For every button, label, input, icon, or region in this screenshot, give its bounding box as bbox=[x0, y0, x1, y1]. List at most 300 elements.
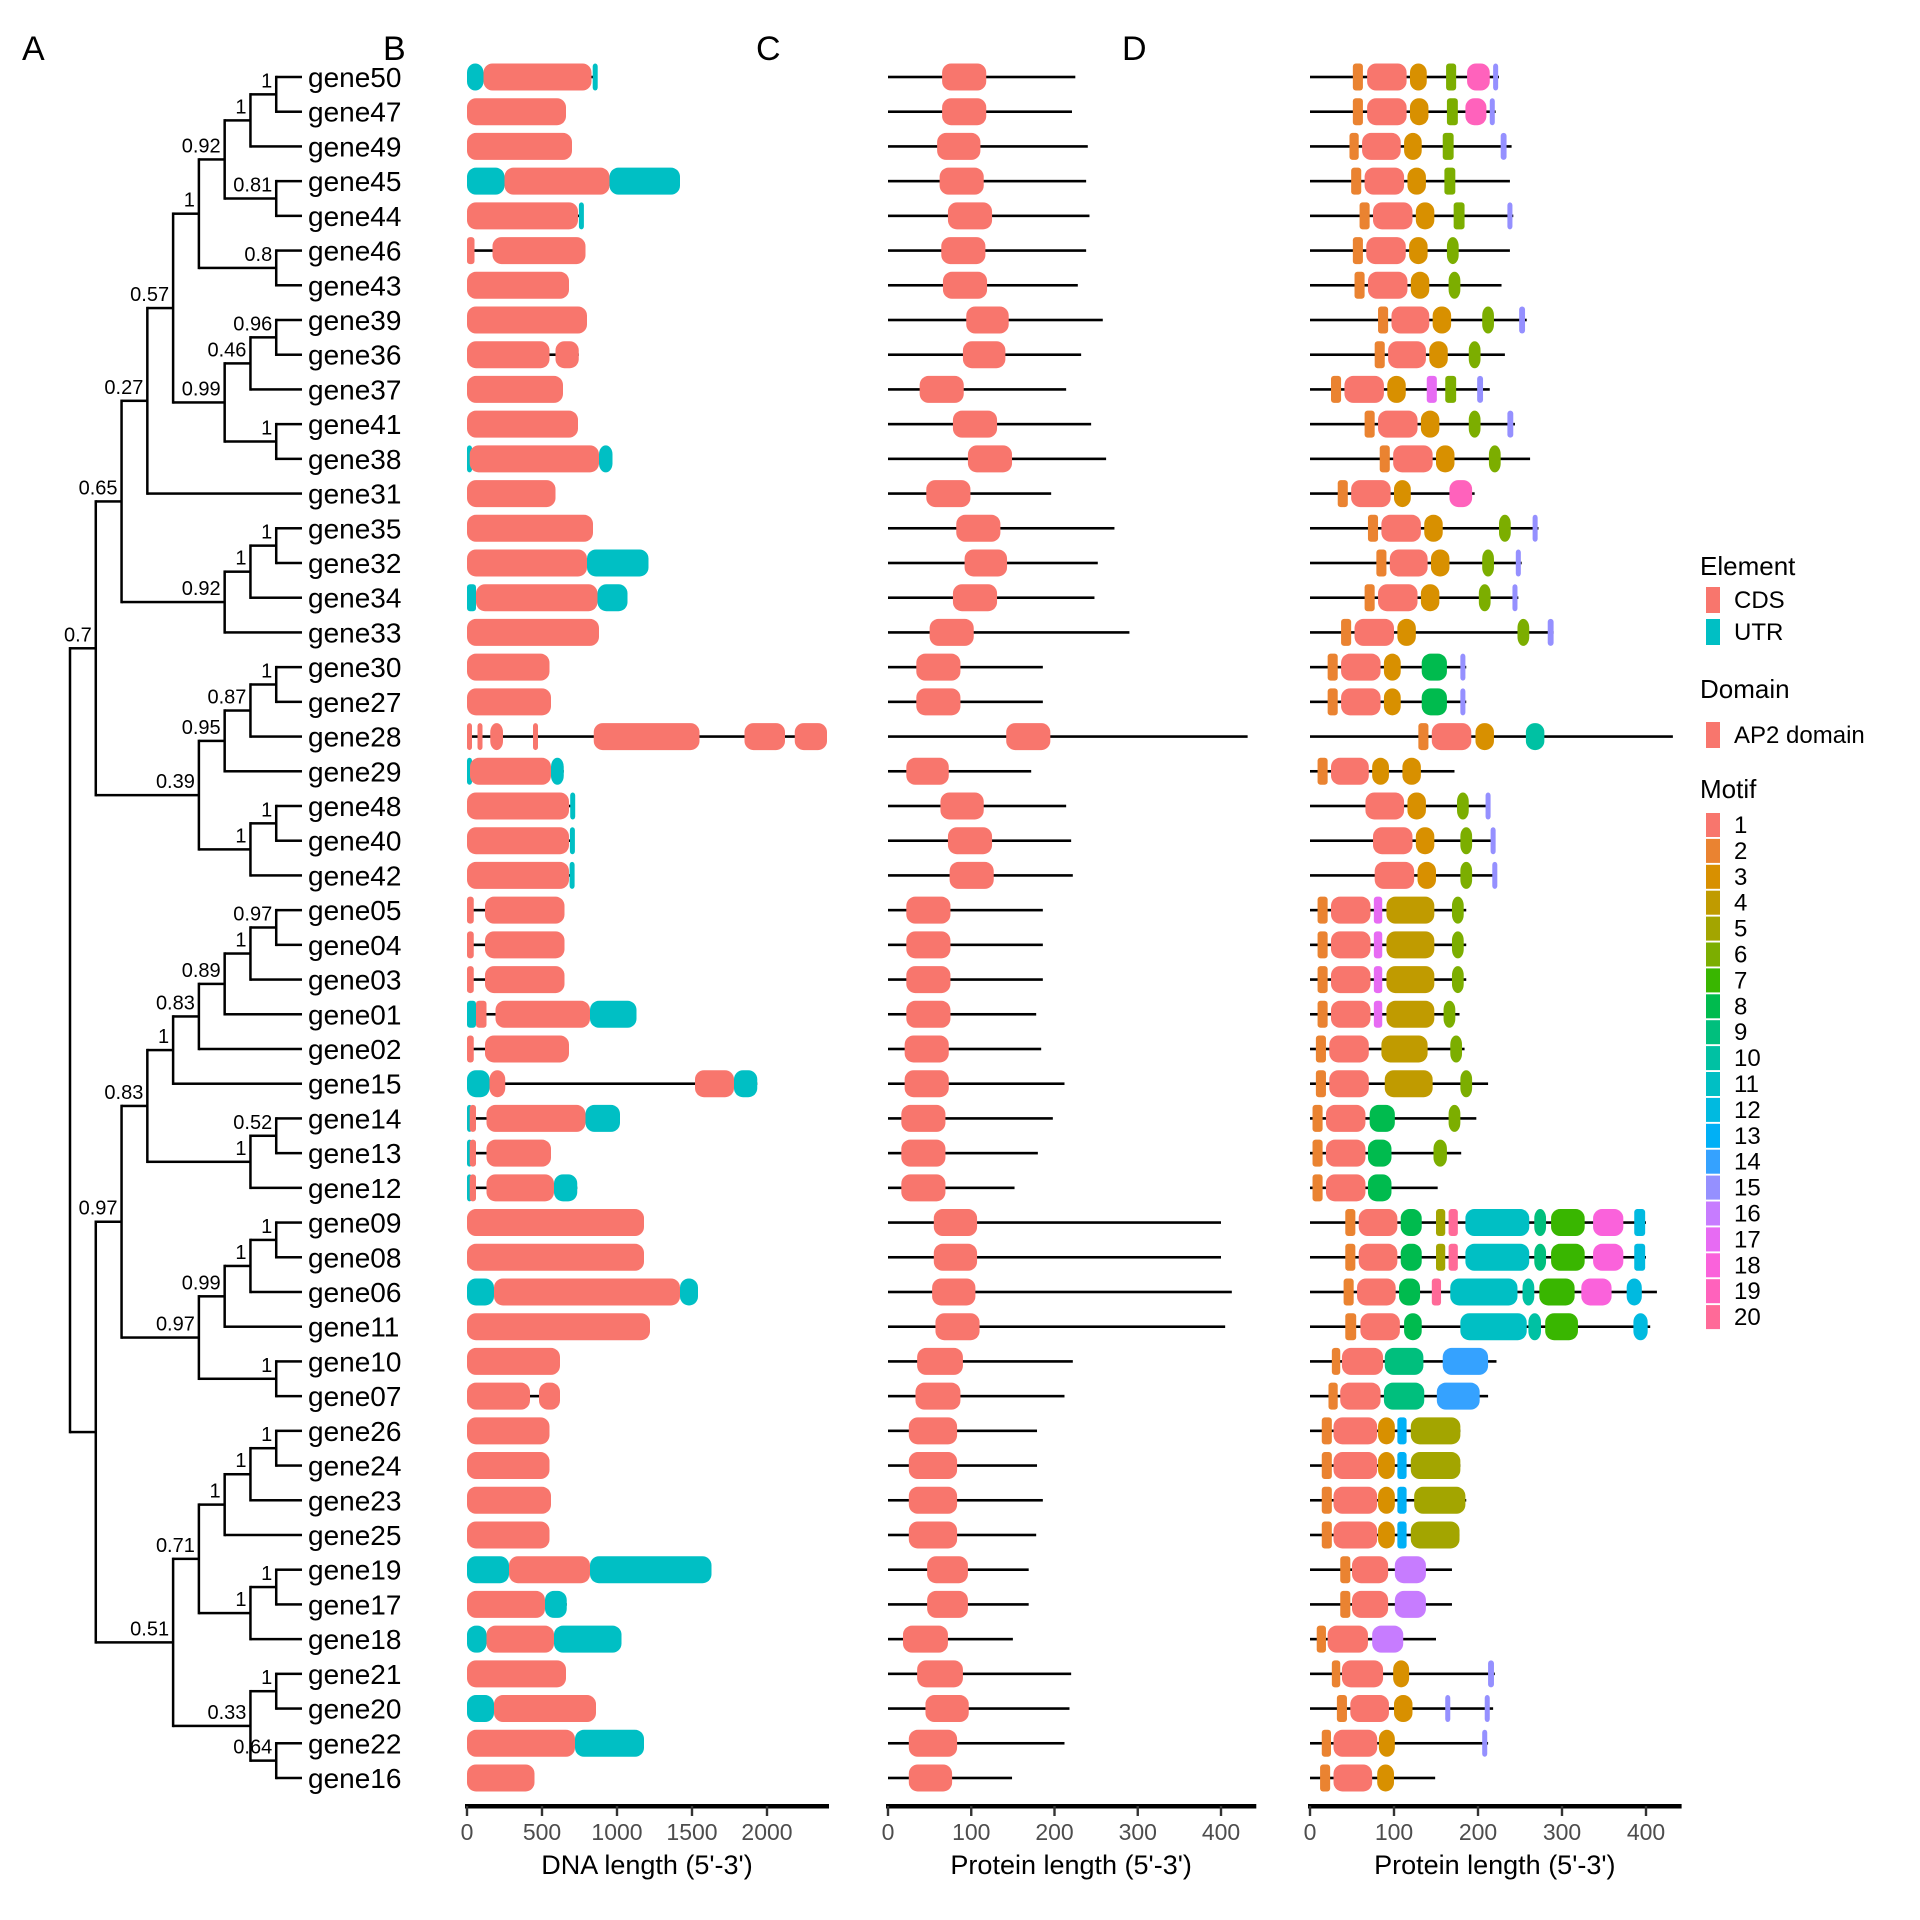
utr-segment bbox=[587, 549, 649, 576]
gene-label: gene28 bbox=[308, 721, 402, 753]
motif-1-block bbox=[1365, 792, 1404, 819]
motif-3-block bbox=[1421, 411, 1439, 438]
protein-c-tick-label: 100 bbox=[952, 1819, 991, 1845]
motif-3-block bbox=[1407, 168, 1425, 195]
protein-line bbox=[888, 1395, 1064, 1398]
tree-branch-horizontal bbox=[250, 145, 302, 148]
support-value: 0.57 bbox=[130, 284, 170, 307]
tree-branch-horizontal bbox=[276, 1707, 302, 1710]
motif-9-block bbox=[1384, 1383, 1424, 1410]
tree-branch-vertical bbox=[223, 570, 226, 633]
support-value: 0.83 bbox=[104, 1081, 144, 1104]
gene-label: gene02 bbox=[308, 1033, 402, 1065]
motif-9-block bbox=[1385, 1348, 1424, 1375]
protein-c-tick-label: 300 bbox=[1118, 1819, 1157, 1845]
motif-15-block bbox=[1533, 515, 1538, 542]
tree-branch-horizontal bbox=[250, 93, 276, 96]
gene-label: gene49 bbox=[308, 131, 402, 163]
support-value: 1 bbox=[261, 521, 273, 544]
motif-3-block bbox=[1436, 445, 1454, 472]
gene-label: gene07 bbox=[308, 1381, 402, 1413]
motif-15-block bbox=[1501, 133, 1507, 160]
gene-label: gene04 bbox=[308, 929, 402, 961]
gene-label: gene03 bbox=[308, 964, 402, 996]
tree-branch-vertical bbox=[275, 805, 278, 842]
cds-segment bbox=[470, 758, 551, 785]
tree-branch-vertical bbox=[69, 647, 72, 1433]
cds-segment bbox=[509, 1556, 590, 1583]
ap2-domain-block bbox=[926, 480, 970, 507]
motif-2-block bbox=[1332, 1660, 1340, 1687]
motif-3-block bbox=[1378, 1417, 1395, 1444]
motif-1-block bbox=[1331, 897, 1370, 924]
protein-d-axis-tick bbox=[1477, 1806, 1479, 1816]
motif-8-block bbox=[1422, 654, 1447, 681]
cds-segment bbox=[467, 1521, 550, 1548]
motif-6-block bbox=[1469, 341, 1481, 368]
motif-18-block bbox=[1593, 1209, 1623, 1236]
utr-segment bbox=[680, 1278, 698, 1305]
tree-branch-horizontal bbox=[276, 1117, 302, 1120]
motif-6-block bbox=[1479, 584, 1491, 611]
tree-branch-horizontal bbox=[225, 770, 302, 773]
motif-10-block bbox=[1526, 723, 1544, 750]
protein-line bbox=[888, 249, 1086, 252]
protein-c-axis-tick bbox=[1053, 1806, 1055, 1816]
motif-19-block bbox=[1467, 64, 1490, 91]
support-value: 1 bbox=[261, 799, 273, 822]
dna-tick-label: 0 bbox=[460, 1819, 474, 1845]
tree-branch-horizontal bbox=[276, 944, 302, 947]
cds-segment bbox=[470, 1105, 476, 1132]
motif-8-block bbox=[1404, 1313, 1422, 1340]
cds-segment bbox=[467, 98, 566, 125]
tree-branch-vertical bbox=[198, 740, 201, 851]
motif-15-block bbox=[1507, 202, 1512, 229]
tree-branch-vertical bbox=[198, 983, 201, 1051]
dna-axis-line bbox=[465, 1804, 829, 1809]
gene-label: gene18 bbox=[308, 1624, 402, 1656]
tree-branch-horizontal bbox=[225, 709, 251, 712]
ap2-domain-block bbox=[916, 688, 960, 715]
ap2-domain-block bbox=[935, 1313, 979, 1340]
motif-1-block bbox=[1334, 1521, 1378, 1548]
legend-swatch-motif-17 bbox=[1706, 1227, 1720, 1251]
legend-swatch-motif-19 bbox=[1706, 1279, 1720, 1303]
motif-3-block bbox=[1407, 792, 1425, 819]
motif-3-block bbox=[1377, 1764, 1394, 1791]
gene-label: gene24 bbox=[308, 1450, 402, 1482]
legend-motif-item-label: 9 bbox=[1734, 1019, 1748, 1047]
dna-tick-label: 2000 bbox=[741, 1819, 793, 1845]
motif-1-block bbox=[1344, 376, 1383, 403]
legend-element-title: Element bbox=[1700, 551, 1796, 581]
support-value: 1 bbox=[235, 929, 247, 952]
ap2-domain-block bbox=[942, 98, 986, 125]
tree-branch-horizontal bbox=[225, 952, 251, 955]
motif-13-block bbox=[1397, 1452, 1406, 1479]
motif-3-block bbox=[1416, 202, 1434, 229]
motif-15-block bbox=[1512, 584, 1517, 611]
support-value: 1 bbox=[261, 70, 273, 93]
utr-segment bbox=[590, 1001, 637, 1028]
motif-2-block bbox=[1380, 445, 1390, 472]
utr-segment bbox=[570, 827, 575, 854]
motif-2-block bbox=[1418, 723, 1428, 750]
utr-segment bbox=[598, 584, 628, 611]
motif-6-block bbox=[1517, 619, 1529, 646]
motif-1-block bbox=[1326, 1140, 1365, 1167]
motif-15-block bbox=[1516, 549, 1521, 576]
protein-c-axis-line bbox=[886, 1804, 1256, 1809]
motif-2-block bbox=[1355, 272, 1365, 299]
ap2-domain-block bbox=[942, 64, 986, 91]
motif-7-block bbox=[1539, 1278, 1574, 1305]
cds-segment bbox=[795, 723, 827, 750]
support-value: 0.97 bbox=[233, 903, 273, 926]
tree-branch-vertical bbox=[95, 1220, 98, 1643]
motif-9-block bbox=[1534, 1209, 1546, 1236]
gene-label: gene39 bbox=[308, 304, 402, 336]
ap2-domain-block bbox=[941, 237, 985, 264]
support-value: 0.71 bbox=[155, 1534, 195, 1557]
legend-swatch-utr bbox=[1706, 619, 1720, 645]
support-value: 0.7 bbox=[63, 624, 92, 647]
tree-branch-horizontal bbox=[276, 423, 302, 426]
cds-segment bbox=[467, 1591, 545, 1618]
gene-label: gene32 bbox=[308, 547, 402, 579]
dna-axis-tick bbox=[541, 1806, 543, 1816]
motif-8-block bbox=[1399, 1278, 1420, 1305]
cds-segment bbox=[467, 723, 472, 750]
motif-6-block bbox=[1444, 168, 1455, 195]
motif-1-block bbox=[1331, 758, 1369, 785]
motif-7-block bbox=[1545, 1313, 1578, 1340]
protein-c-axis-tick bbox=[1137, 1806, 1139, 1816]
motif-2-block bbox=[1375, 341, 1385, 368]
cds-segment bbox=[533, 723, 538, 750]
gene-label: gene35 bbox=[308, 513, 402, 545]
motif-3-block bbox=[1402, 758, 1420, 785]
motif-2-block bbox=[1378, 306, 1388, 333]
motif-1-block bbox=[1359, 1244, 1398, 1271]
gene-label: gene13 bbox=[308, 1138, 402, 1170]
tree-branch-horizontal bbox=[225, 119, 251, 122]
tree-branch-vertical bbox=[223, 952, 226, 1015]
tree-branch-horizontal bbox=[276, 458, 302, 461]
protein-line bbox=[888, 145, 1088, 148]
motif-1-block bbox=[1378, 411, 1417, 438]
motif-19-block bbox=[1449, 480, 1472, 507]
ap2-domain-block bbox=[948, 827, 992, 854]
motif-3-block bbox=[1404, 133, 1422, 160]
motif-8-block bbox=[1401, 1244, 1422, 1271]
support-value: 1 bbox=[209, 1480, 221, 1503]
cds-segment bbox=[467, 133, 572, 160]
motif-6-block bbox=[1447, 98, 1458, 125]
protein-d-axis-tick bbox=[1645, 1806, 1647, 1816]
ap2-domain-block bbox=[934, 1209, 977, 1236]
legend-motif-item-label: 11 bbox=[1734, 1071, 1759, 1098]
tree-branch-horizontal bbox=[225, 197, 277, 200]
motif-1-block bbox=[1388, 341, 1426, 368]
motif-4-block bbox=[1386, 897, 1434, 924]
ap2-domain-block bbox=[943, 272, 987, 299]
cds-segment bbox=[467, 549, 587, 576]
cds-segment bbox=[467, 1452, 550, 1479]
motif-13-block bbox=[1397, 1521, 1406, 1548]
motif-15-block bbox=[1493, 64, 1498, 91]
tree-branch-vertical bbox=[275, 666, 278, 703]
legend-motif-item-label: 14 bbox=[1734, 1148, 1761, 1176]
motif-2-block bbox=[1322, 1521, 1332, 1548]
motif-3-block bbox=[1379, 1730, 1395, 1757]
motif-2-block bbox=[1316, 1070, 1326, 1097]
gene-label: gene33 bbox=[308, 617, 402, 649]
gene-label: gene30 bbox=[308, 652, 402, 684]
support-value: 0.92 bbox=[181, 135, 221, 158]
support-value: 0.97 bbox=[78, 1197, 118, 1220]
motif-2-block bbox=[1322, 1487, 1332, 1514]
motif-2-block bbox=[1337, 1695, 1347, 1722]
legend-swatch-motif-6 bbox=[1706, 943, 1720, 967]
tree-branch-horizontal bbox=[70, 1431, 96, 1434]
cds-segment bbox=[467, 1764, 535, 1791]
tree-branch-horizontal bbox=[122, 400, 148, 403]
panel-c-letter: C bbox=[756, 30, 781, 68]
ap2-domain-block bbox=[930, 619, 974, 646]
cds-segment bbox=[467, 515, 593, 542]
motif-1-block bbox=[1352, 1556, 1388, 1583]
gene-label: gene15 bbox=[308, 1068, 402, 1100]
ap2-domain-block bbox=[940, 168, 984, 195]
cds-segment bbox=[484, 64, 592, 91]
utr-segment bbox=[570, 862, 575, 889]
support-value: 0.89 bbox=[181, 959, 221, 982]
motif-6-block bbox=[1460, 1070, 1472, 1097]
tree-branch-vertical bbox=[198, 158, 201, 269]
motif-1-block bbox=[1326, 1105, 1365, 1132]
support-value: 1 bbox=[261, 417, 273, 440]
ap2-domain-block bbox=[915, 1383, 960, 1410]
tree-branch-horizontal bbox=[199, 740, 225, 743]
motif-2-block bbox=[1318, 1001, 1328, 1028]
support-value: 0.99 bbox=[181, 1272, 221, 1295]
support-value: 1 bbox=[235, 1589, 247, 1612]
gene-label: gene42 bbox=[308, 860, 402, 892]
motif-5-block bbox=[1436, 1209, 1445, 1236]
ap2-domain-block bbox=[906, 758, 948, 785]
tree-branch-horizontal bbox=[276, 527, 302, 530]
tree-branch-horizontal bbox=[173, 1082, 302, 1085]
utr-segment bbox=[593, 64, 598, 91]
motif-3-block bbox=[1431, 549, 1449, 576]
motif-8-block bbox=[1401, 1209, 1422, 1236]
motif-6-block bbox=[1460, 827, 1472, 854]
motif-16-block bbox=[1372, 1626, 1403, 1653]
tree-branch-horizontal bbox=[147, 1049, 173, 1052]
motif-8-block bbox=[1368, 1140, 1392, 1167]
panel-a-letter: A bbox=[22, 30, 45, 68]
tree-branch-vertical bbox=[249, 93, 252, 148]
protein-line bbox=[888, 631, 1129, 634]
motif-2-block bbox=[1328, 654, 1338, 681]
utr-segment bbox=[734, 1070, 757, 1097]
tree-branch-horizontal bbox=[173, 401, 225, 404]
tree-branch-horizontal bbox=[276, 1777, 302, 1780]
cds-segment bbox=[467, 1383, 530, 1410]
legend-motif-item-label: 3 bbox=[1734, 863, 1748, 891]
tree-branch-horizontal bbox=[276, 701, 302, 704]
tree-branch-horizontal bbox=[199, 1612, 251, 1615]
legend-swatch-motif-12 bbox=[1706, 1098, 1720, 1122]
motif-6-block bbox=[1460, 862, 1472, 889]
utr-segment bbox=[554, 1174, 577, 1201]
support-value: 1 bbox=[235, 547, 247, 570]
motif-6-block bbox=[1469, 411, 1481, 438]
ap2-domain-block bbox=[956, 515, 1000, 542]
motif-6-block bbox=[1449, 272, 1461, 299]
tree-branch-horizontal bbox=[250, 978, 302, 981]
ap2-domain-block bbox=[917, 1348, 963, 1375]
gene-label: gene37 bbox=[308, 374, 402, 406]
motif-1-block bbox=[1367, 98, 1406, 125]
legend-element-item-label: CDS bbox=[1734, 587, 1785, 614]
tree-branch-horizontal bbox=[199, 1048, 302, 1051]
motif-6-block bbox=[1444, 1001, 1456, 1028]
motif-1-block bbox=[1351, 480, 1390, 507]
support-value: 0.99 bbox=[181, 378, 221, 401]
support-value: 0.81 bbox=[233, 174, 273, 197]
legend-motif-item-label: 12 bbox=[1734, 1096, 1761, 1124]
protein-line bbox=[888, 388, 1066, 391]
support-value: 1 bbox=[235, 1450, 247, 1473]
cds-segment bbox=[467, 1209, 644, 1236]
gene-label: gene08 bbox=[308, 1242, 402, 1274]
legend-motif-item-label: 2 bbox=[1734, 837, 1748, 865]
legend-swatch-motif-7 bbox=[1706, 968, 1720, 992]
support-value: 1 bbox=[183, 189, 195, 212]
motif-5-block bbox=[1414, 1487, 1465, 1514]
gene-label: gene26 bbox=[308, 1415, 402, 1447]
tree-branch-horizontal bbox=[276, 1464, 302, 1467]
motif-15-block bbox=[1519, 306, 1525, 333]
legend-motif-item-label: 1 bbox=[1734, 812, 1748, 839]
utr-segment bbox=[551, 758, 564, 785]
motif-3-block bbox=[1429, 341, 1447, 368]
cds-segment bbox=[476, 1001, 487, 1028]
ap2-domain-block bbox=[906, 931, 950, 958]
motif-2-block bbox=[1368, 515, 1378, 542]
motif-15-block bbox=[1492, 862, 1497, 889]
motif-1-block bbox=[1328, 1626, 1368, 1653]
tree-branch-horizontal bbox=[250, 1239, 276, 1242]
utr-segment bbox=[575, 1730, 644, 1757]
cds-segment bbox=[467, 897, 474, 924]
motif-2-block bbox=[1376, 549, 1386, 576]
motif-5-block bbox=[1411, 1452, 1461, 1479]
utr-segment bbox=[467, 1626, 487, 1653]
legend-motif-item-label: 20 bbox=[1734, 1304, 1761, 1332]
ap2-domain-block bbox=[917, 1660, 963, 1687]
tree-branch-horizontal bbox=[199, 158, 225, 161]
motif-3-block bbox=[1384, 654, 1401, 681]
tree-branch-horizontal bbox=[122, 1336, 199, 1339]
tree-branch-horizontal bbox=[225, 570, 251, 573]
motif-3-block bbox=[1433, 306, 1451, 333]
motif-20-block bbox=[1449, 1244, 1458, 1271]
gene-label: gene48 bbox=[308, 790, 402, 822]
tree-branch-vertical bbox=[223, 119, 226, 200]
legend-swatch-motif-1 bbox=[1706, 813, 1720, 837]
tree-branch-horizontal bbox=[276, 1430, 302, 1433]
motif-3-block bbox=[1394, 480, 1411, 507]
motif-1-block bbox=[1329, 1035, 1368, 1062]
tree-branch-vertical bbox=[223, 362, 226, 443]
dna-tick-label: 1000 bbox=[591, 1819, 643, 1845]
tree-branch-horizontal bbox=[147, 1161, 250, 1164]
tree-branch-horizontal bbox=[276, 805, 302, 808]
utr-segment bbox=[467, 168, 505, 195]
tree-branch-vertical bbox=[249, 926, 252, 981]
gene-label: gene16 bbox=[308, 1762, 402, 1794]
motif-3-block bbox=[1411, 272, 1429, 299]
gene-label: gene06 bbox=[308, 1276, 402, 1308]
cds-segment bbox=[467, 341, 550, 368]
gene-label: gene25 bbox=[308, 1519, 402, 1551]
utr-segment bbox=[467, 1695, 494, 1722]
motif-2-block bbox=[1318, 758, 1328, 785]
cds-segment bbox=[467, 654, 550, 681]
tree-branch-horizontal bbox=[199, 267, 276, 270]
motif-1-block bbox=[1329, 1070, 1368, 1097]
cds-segment bbox=[467, 306, 587, 333]
gene-label: gene09 bbox=[308, 1207, 402, 1239]
legend-swatch-motif-5 bbox=[1706, 917, 1720, 941]
tree-branch-vertical bbox=[249, 1135, 252, 1190]
tree-branch-horizontal bbox=[276, 284, 302, 287]
protein-c-axis-tick bbox=[1220, 1806, 1222, 1816]
tree-branch-horizontal bbox=[276, 1742, 302, 1745]
tree-branch-vertical bbox=[249, 1447, 252, 1502]
cds-segment bbox=[539, 1383, 560, 1410]
cds-segment bbox=[496, 1001, 591, 1028]
motif-1-block bbox=[1373, 827, 1412, 854]
cds-segment bbox=[467, 237, 475, 264]
tree-branch-vertical bbox=[275, 1360, 278, 1397]
tree-branch-horizontal bbox=[250, 1690, 276, 1693]
ap2-domain-block bbox=[965, 549, 1007, 576]
dna-axis-tick bbox=[466, 1806, 468, 1816]
legend-motif-item-label: 10 bbox=[1734, 1045, 1761, 1073]
tree-branch-horizontal bbox=[276, 839, 302, 842]
motif-11-block bbox=[1460, 1313, 1526, 1340]
support-value: 1 bbox=[261, 1563, 273, 1586]
gene-label: gene14 bbox=[308, 1103, 402, 1135]
motif-3-block bbox=[1393, 1660, 1409, 1687]
utr-segment bbox=[579, 202, 584, 229]
legend-swatch-motif-4 bbox=[1706, 891, 1720, 915]
support-value: 1 bbox=[235, 825, 247, 848]
ap2-domain-block bbox=[953, 584, 997, 611]
utr-segment bbox=[590, 1556, 712, 1583]
motif-1-block bbox=[1326, 1174, 1365, 1201]
protein-d-tick-label: 200 bbox=[1458, 1819, 1498, 1845]
tree-branch-horizontal bbox=[250, 1759, 276, 1762]
support-value: 0.83 bbox=[155, 992, 195, 1015]
legend-element-item-label: UTR bbox=[1734, 619, 1784, 646]
protein-d-tick-label: 400 bbox=[1626, 1819, 1666, 1845]
